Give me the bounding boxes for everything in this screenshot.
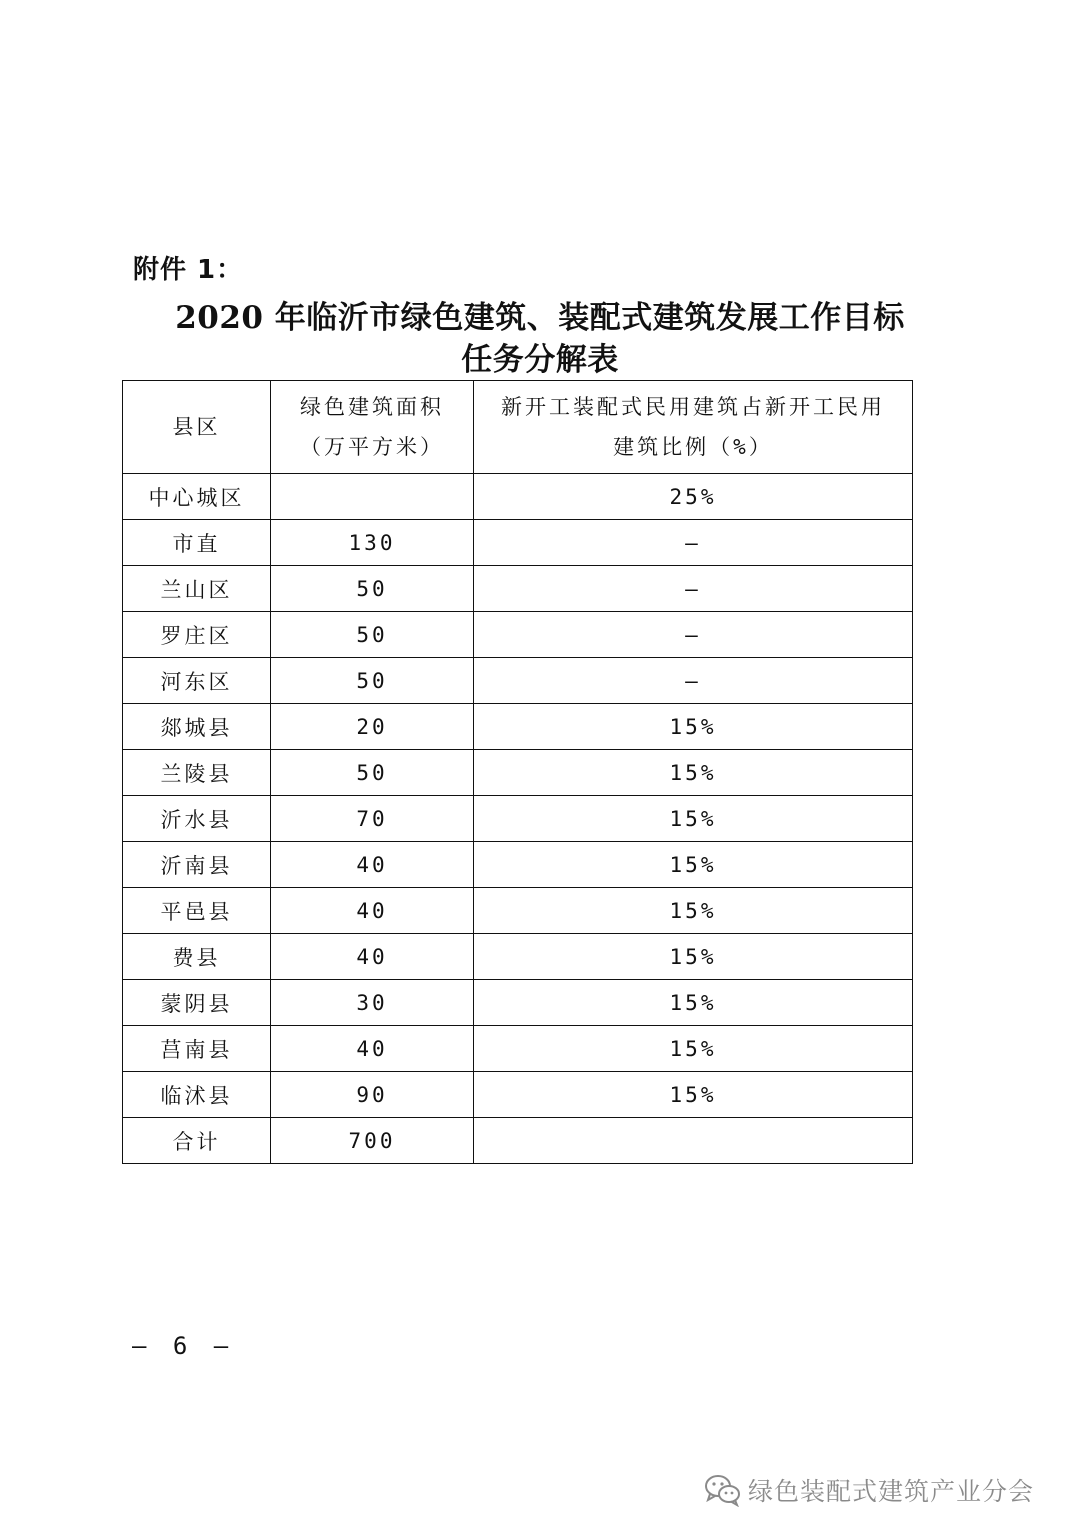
page-number: – 6 – <box>132 1332 235 1360</box>
cell-area <box>271 474 474 520</box>
header-green-building-area <box>271 381 474 474</box>
cell-area: 40 <box>271 842 474 888</box>
cell-area: 70 <box>271 796 474 842</box>
cell-ratio: 15% <box>474 1026 913 1072</box>
table-row <box>123 842 913 888</box>
table-row <box>123 474 913 520</box>
table-row <box>123 520 913 566</box>
cell-district: 兰陵县 <box>123 750 271 796</box>
cell-district: 费县 <box>123 934 271 980</box>
cell-district: 沂水县 <box>123 796 271 842</box>
cell-ratio: – <box>474 566 913 612</box>
document-title-line-2: 任务分解表 <box>461 342 619 378</box>
cell-district: 市直 <box>123 520 271 566</box>
cell-area: 90 <box>271 1072 474 1118</box>
watermark-text: 绿色装配式建筑产业分会 <box>748 1477 1035 1506</box>
cell-ratio: – <box>474 520 913 566</box>
cell-district: 兰山区 <box>123 566 271 612</box>
cell-area: 50 <box>271 750 474 796</box>
cell-area: 40 <box>271 888 474 934</box>
header-ratio-line-1: 新开工装配式民用建筑占新开工民用 <box>501 395 885 419</box>
header-area-line-1: 绿色建筑面积 <box>300 395 444 419</box>
cell-area: 130 <box>271 520 474 566</box>
table-row <box>123 1118 913 1164</box>
cell-ratio: 15% <box>474 796 913 842</box>
table-row <box>123 750 913 796</box>
table-header-row <box>123 381 913 474</box>
cell-district: 临沭县 <box>123 1072 271 1118</box>
cell-district: 合计 <box>123 1118 271 1164</box>
table-row <box>123 1026 913 1072</box>
cell-ratio: 15% <box>474 1072 913 1118</box>
table-row <box>123 796 913 842</box>
table-row <box>123 612 913 658</box>
cell-district: 平邑县 <box>123 888 271 934</box>
cell-area: 50 <box>271 612 474 658</box>
cell-ratio: 15% <box>474 888 913 934</box>
cell-ratio: 15% <box>474 980 913 1026</box>
table-row <box>123 566 913 612</box>
header-district-label: 县区 <box>172 415 221 439</box>
attachment-label: 附件 1： <box>133 255 244 285</box>
header-area-line-2: （万平方米） <box>300 435 444 459</box>
cell-ratio: – <box>474 658 913 704</box>
cell-ratio: – <box>474 612 913 658</box>
cell-area: 50 <box>271 566 474 612</box>
cell-district: 莒南县 <box>123 1026 271 1072</box>
table-row <box>123 934 913 980</box>
task-breakdown-table <box>122 380 913 1164</box>
cell-ratio: 25% <box>474 474 913 520</box>
cell-area: 30 <box>271 980 474 1026</box>
table-row <box>123 1072 913 1118</box>
wechat-icon <box>704 1473 742 1507</box>
cell-area: 40 <box>271 934 474 980</box>
table-row <box>123 658 913 704</box>
cell-ratio: 15% <box>474 704 913 750</box>
cell-area: 700 <box>271 1118 474 1164</box>
watermark <box>704 1470 1034 1510</box>
cell-district: 郯城县 <box>123 704 271 750</box>
cell-district: 河东区 <box>123 658 271 704</box>
table-body <box>123 474 913 1164</box>
cell-ratio: 15% <box>474 750 913 796</box>
cell-area: 20 <box>271 704 474 750</box>
cell-area: 50 <box>271 658 474 704</box>
table-row <box>123 704 913 750</box>
header-prefab-ratio <box>474 381 913 474</box>
cell-district: 沂南县 <box>123 842 271 888</box>
cell-district: 蒙阴县 <box>123 980 271 1026</box>
cell-ratio: 15% <box>474 842 913 888</box>
cell-ratio <box>474 1118 913 1164</box>
table-row <box>123 888 913 934</box>
cell-district: 罗庄区 <box>123 612 271 658</box>
cell-area: 40 <box>271 1026 474 1072</box>
header-district <box>123 381 271 474</box>
cell-ratio: 15% <box>474 934 913 980</box>
cell-district: 中心城区 <box>123 474 271 520</box>
document-title-line-1: 2020 年临沂市绿色建筑、装配式建筑发展工作目标 <box>175 300 905 336</box>
header-ratio-line-2: 建筑比例（%） <box>613 435 773 459</box>
table-row <box>123 980 913 1026</box>
